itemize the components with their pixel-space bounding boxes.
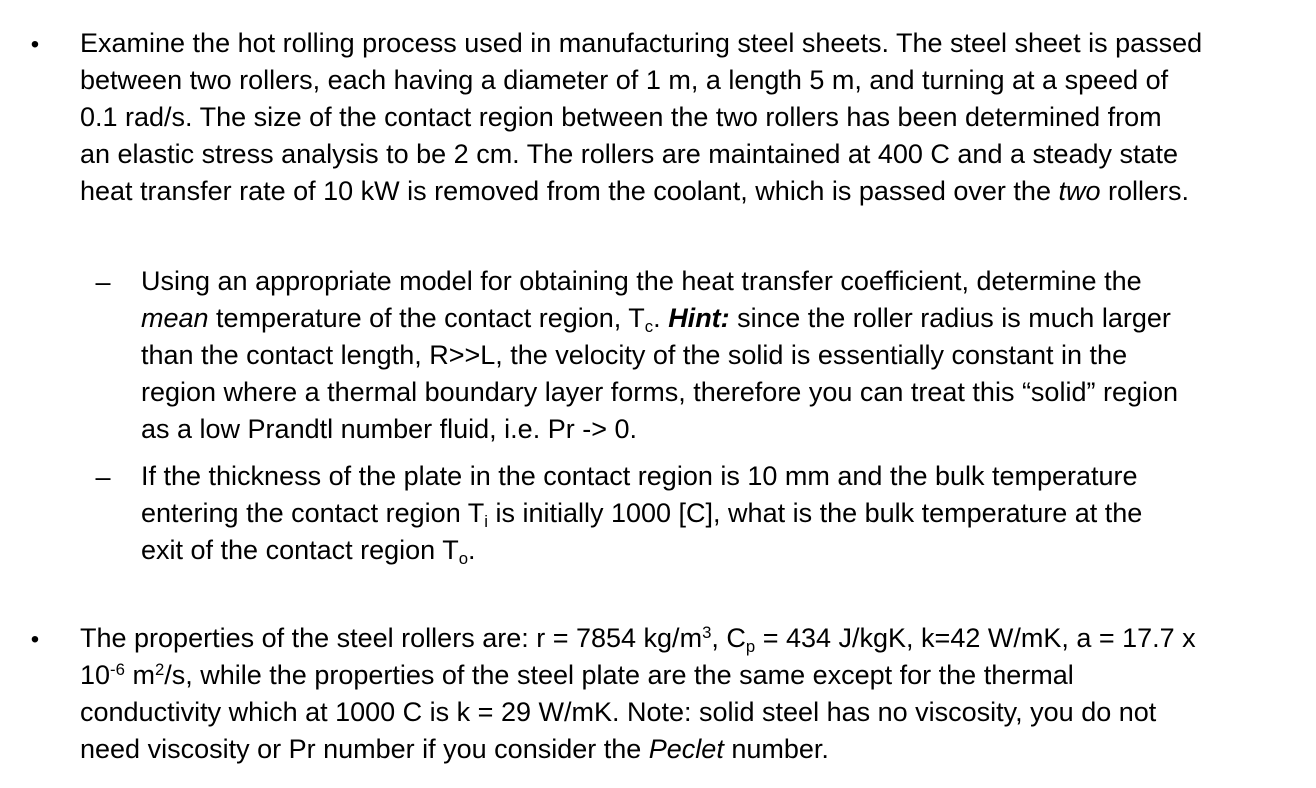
text-segment: .: [653, 303, 669, 333]
text-segment: number.: [723, 734, 829, 764]
subscript: p: [745, 637, 756, 657]
bullet-marker-2: •: [30, 626, 40, 653]
text-line: than the contact length, R>>L, the velocity of the solid is essentially constant in the: [141, 340, 1128, 370]
superscript: 2: [154, 659, 165, 679]
text-line: between two rollers, each having a diameter of 1 m, a length 5 m, and turning at a speed of: [80, 65, 1169, 95]
text-line: [80, 657, 1280, 694]
text-segment: 10: [80, 660, 111, 690]
text-line: as a low Prandtl number fluid, i.e. Pr -> 0.: [141, 414, 637, 444]
dash-marker-1: –: [95, 267, 111, 297]
text-segment: = 434 J/kgK, k=42 W/mK, a = 17.7 x: [755, 623, 1196, 653]
emphasis-text: Peclet: [648, 734, 724, 764]
text-segment: .: [468, 535, 476, 565]
text-segment: , C: [711, 623, 746, 653]
text-line: Using an appropriate model for obtaining the heat transfer coefficient, determine the: [141, 266, 1142, 296]
text-segment: entering the contact region T: [141, 498, 485, 528]
text-line: [80, 620, 1280, 657]
text-line: If the thickness of the plate in the contact region is 10 mm and the bulk temperature: [141, 461, 1138, 491]
subscript: o: [458, 549, 468, 569]
text-segment: rollers.: [1100, 176, 1190, 206]
text-line: an elastic stress analysis to be 2 cm. The rollers are maintained at 400 C and a steady state: [80, 139, 1179, 169]
text-line: region where a thermal boundary layer forms, therefore you can treat this “solid” region: [141, 377, 1179, 407]
text-segment: m: [124, 660, 155, 690]
superscript: 3: [702, 622, 712, 642]
text-line: [80, 731, 1280, 768]
text-line: 0.1 rad/s. The size of the contact region between the two rollers has been determined from: [80, 102, 1162, 132]
material-properties-paragraph: [80, 620, 1280, 768]
text-segment: /s, while the properties of the steel plate are the same except for the thermal: [164, 660, 1074, 690]
text-segment: temperature of the contact region, T: [208, 303, 645, 333]
text-segment: since the roller radius is much larger: [729, 303, 1171, 333]
text-line: conductivity which at 1000 C is k = 29 W/mK. Note: solid steel has no viscosity, you do not: [80, 697, 1157, 727]
text-line: [141, 495, 1281, 532]
text-segment: is initially 1000 [C], what is the bulk temperature at the: [487, 498, 1143, 528]
text-segment: need viscosity or Pr number if you consider the: [80, 734, 649, 764]
question-part-mean-temperature: [141, 263, 1281, 448]
text-segment: exit of the contact region T: [141, 535, 459, 565]
subscript: c: [644, 317, 654, 337]
text-line: Examine the hot rolling process used in manufacturing steel sheets. The steel sheet is passed: [80, 28, 1203, 58]
text-line: [141, 532, 1281, 569]
text-segment: heat transfer rate of 10 kW is removed from the coolant, which is passed over the: [80, 176, 1059, 206]
problem-description-paragraph: [80, 25, 1280, 210]
subscript: i: [484, 512, 488, 532]
question-part-exit-temperature: [141, 458, 1281, 569]
text-line: [141, 300, 1281, 337]
superscript: -6: [110, 659, 125, 679]
text-segment: The properties of the steel rollers are: r = 7854 kg/m: [80, 623, 703, 653]
hint-label: Hint:: [668, 303, 730, 333]
emphasis-text: mean: [141, 303, 209, 333]
text-line: [80, 173, 1280, 210]
emphasis-text: two: [1058, 176, 1101, 206]
bullet-marker-1: •: [30, 31, 40, 58]
dash-marker-2: –: [95, 462, 111, 492]
